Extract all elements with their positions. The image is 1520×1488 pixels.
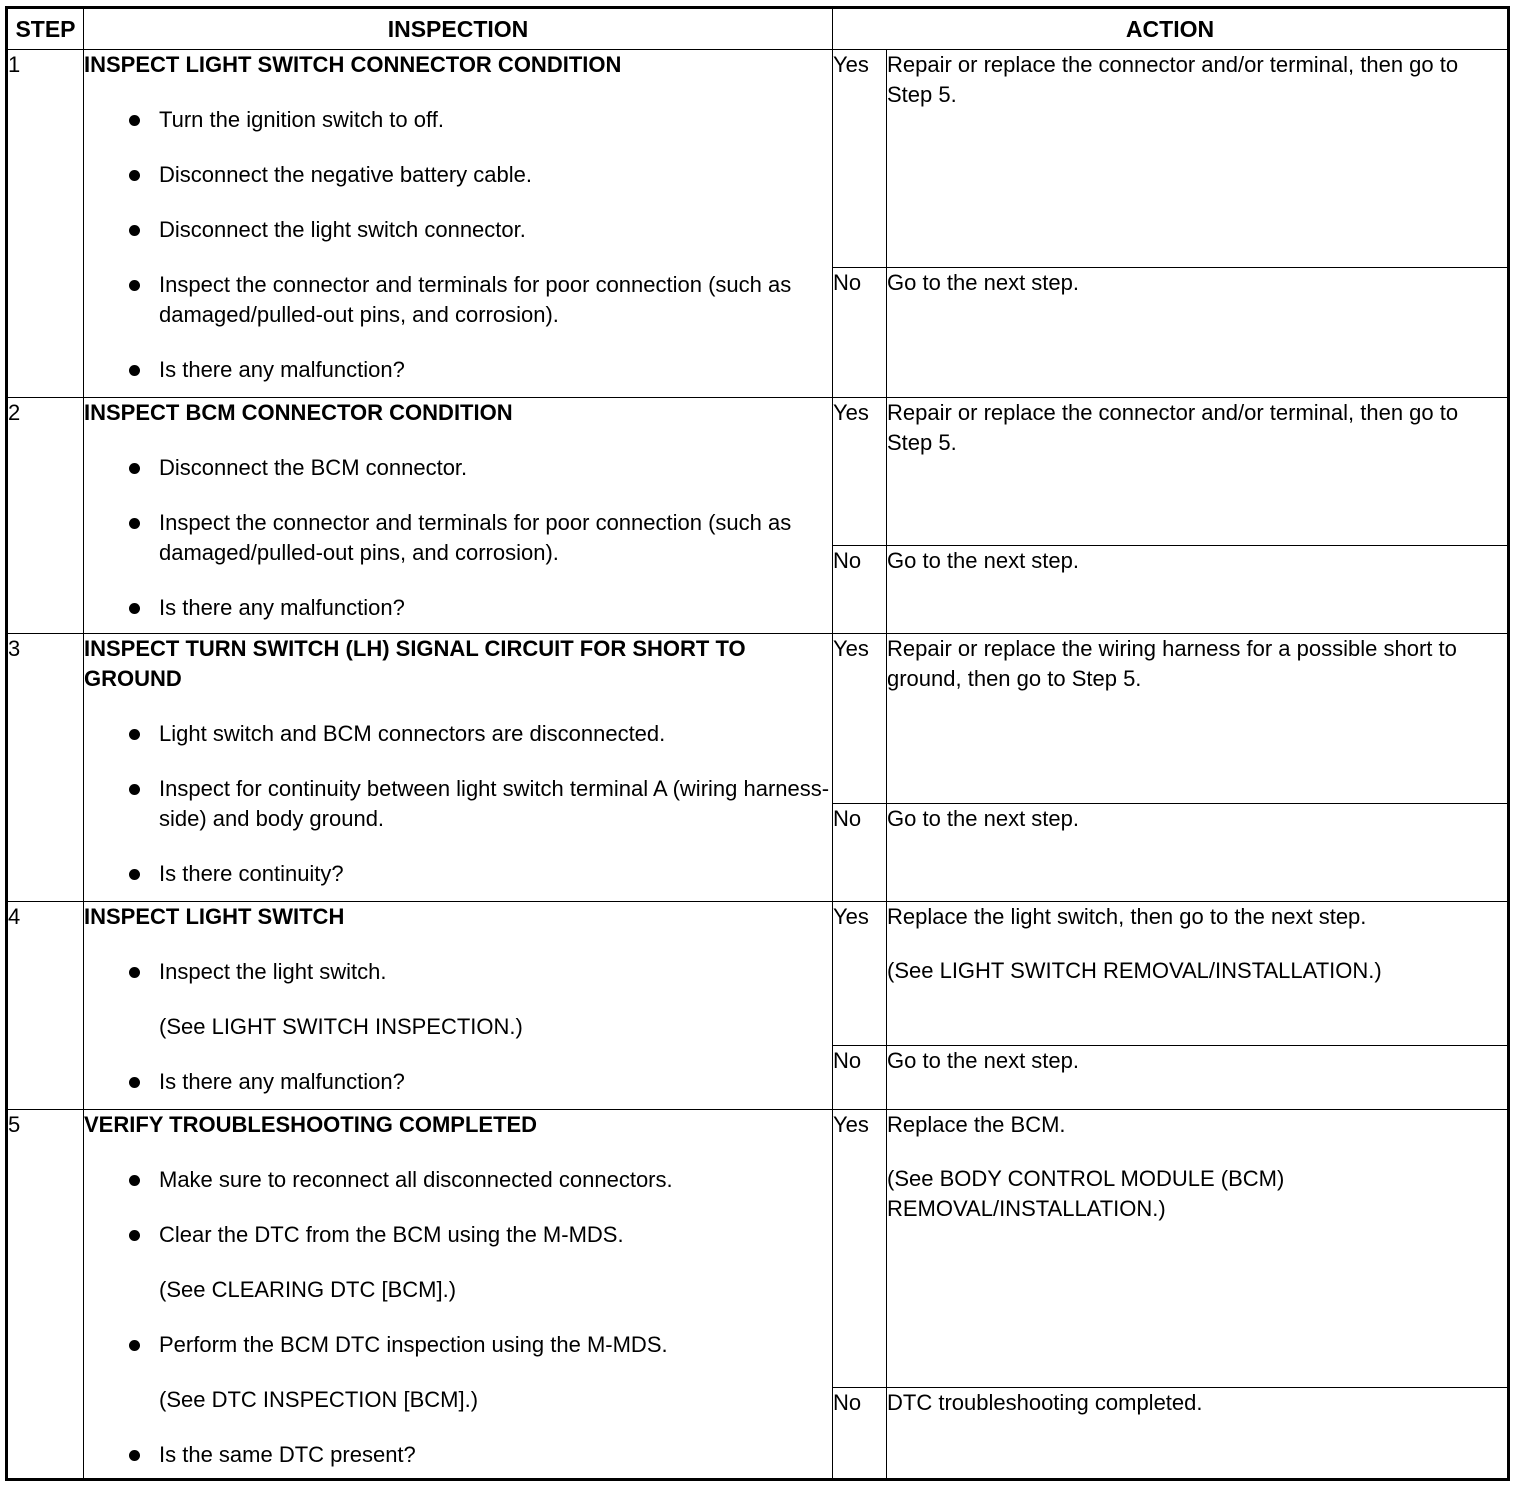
list-item: Inspect for continuity between light switch terminal A (wiring harness-side) and body ground. bbox=[84, 774, 832, 834]
list-item: Disconnect the light switch connector. bbox=[84, 215, 832, 245]
step-title: INSPECT BCM CONNECTOR CONDITION bbox=[84, 400, 513, 425]
step-title: INSPECT TURN SWITCH (LH) SIGNAL CIRCUIT FOR SHORT TO GROUND bbox=[84, 636, 746, 691]
yes-label: Yes bbox=[833, 50, 887, 268]
yes-label: Yes bbox=[833, 1110, 887, 1388]
step-inspection bbox=[84, 1110, 833, 1480]
action-text: (See LIGHT SWITCH REMOVAL/INSTALLATION.) bbox=[887, 958, 1382, 983]
list-item: Is there any malfunction? bbox=[84, 593, 832, 623]
action-text: Go to the next step. bbox=[887, 270, 1080, 295]
no-action bbox=[887, 546, 1509, 634]
no-label: No bbox=[833, 1046, 887, 1110]
step-title: INSPECT LIGHT SWITCH bbox=[84, 904, 345, 929]
inspection-list bbox=[84, 957, 832, 1097]
troubleshooting-table bbox=[5, 6, 1510, 1481]
action-text: Replace the BCM. bbox=[887, 1112, 1066, 1137]
header-step: STEP bbox=[7, 8, 84, 50]
step-inspection bbox=[84, 634, 833, 902]
yes-action bbox=[887, 50, 1509, 268]
step-number: 4 bbox=[7, 902, 84, 1110]
list-item: Inspect the connector and terminals for poor connection (such as damaged/pulled-out pins, and corrosion). bbox=[84, 270, 832, 330]
no-label: No bbox=[833, 1388, 887, 1480]
header-action: ACTION bbox=[833, 8, 1509, 50]
list-item: Is there any malfunction? bbox=[84, 355, 832, 385]
list-item: Disconnect the BCM connector. bbox=[84, 453, 832, 483]
inspection-list bbox=[84, 105, 832, 385]
action-text: DTC troubleshooting completed. bbox=[887, 1390, 1203, 1415]
step-title: VERIFY TROUBLESHOOTING COMPLETED bbox=[84, 1112, 538, 1137]
step-4-yes-row bbox=[7, 902, 1509, 1046]
action-text: Go to the next step. bbox=[887, 548, 1080, 573]
inspection-list bbox=[84, 719, 832, 889]
step-number: 2 bbox=[7, 398, 84, 634]
list-item: Light switch and BCM connectors are disconnected. bbox=[84, 719, 832, 749]
list-item: Inspect the connector and terminals for poor connection (such as damaged/pulled-out pins, and corrosion). bbox=[84, 508, 832, 568]
step-number: 5 bbox=[7, 1110, 84, 1480]
list-item: Disconnect the negative battery cable. bbox=[84, 160, 832, 190]
list-item: Is there any malfunction? bbox=[84, 1067, 832, 1097]
yes-action bbox=[887, 902, 1509, 1046]
no-action bbox=[887, 268, 1509, 398]
yes-label: Yes bbox=[833, 634, 887, 804]
inspection-list bbox=[84, 453, 832, 623]
list-item: (See CLEARING DTC [BCM].) bbox=[159, 1277, 457, 1302]
yes-label: Yes bbox=[833, 398, 887, 546]
list-item: Make sure to reconnect all disconnected connectors. bbox=[84, 1165, 832, 1195]
step-1-yes-row bbox=[7, 50, 1509, 268]
no-action bbox=[887, 804, 1509, 902]
no-action bbox=[887, 1046, 1509, 1110]
yes-action bbox=[887, 634, 1509, 804]
list-item: Clear the DTC from the BCM using the M-MDS. bbox=[84, 1220, 832, 1250]
step-inspection bbox=[84, 398, 833, 634]
action-text: Repair or replace the connector and/or terminal, then go to Step 5. bbox=[887, 52, 1459, 107]
step-number: 1 bbox=[7, 50, 84, 398]
no-label: No bbox=[833, 804, 887, 902]
step-3-yes-row bbox=[7, 634, 1509, 804]
step-inspection bbox=[84, 902, 833, 1110]
list-item: Inspect the light switch. bbox=[84, 957, 832, 987]
list-item: (See LIGHT SWITCH INSPECTION.) bbox=[159, 1014, 523, 1039]
list-item: Is the same DTC present? bbox=[84, 1440, 832, 1470]
list-item: (See DTC INSPECTION [BCM].) bbox=[159, 1387, 479, 1412]
action-text: Repair or replace the wiring harness for a possible short to ground, then go to Step 5. bbox=[887, 636, 1457, 691]
action-text: Repair or replace the connector and/or terminal, then go to Step 5. bbox=[887, 400, 1459, 455]
inspection-list bbox=[84, 1165, 832, 1470]
step-inspection bbox=[84, 50, 833, 398]
no-label: No bbox=[833, 546, 887, 634]
yes-action bbox=[887, 398, 1509, 546]
action-text: Go to the next step. bbox=[887, 806, 1080, 831]
list-item: Perform the BCM DTC inspection using the M-MDS. bbox=[84, 1330, 832, 1360]
list-item: Is there continuity? bbox=[84, 859, 832, 889]
step-number: 3 bbox=[7, 634, 84, 902]
step-title: INSPECT LIGHT SWITCH CONNECTOR CONDITION bbox=[84, 52, 622, 77]
header-inspection: INSPECTION bbox=[84, 8, 833, 50]
yes-action bbox=[887, 1110, 1509, 1388]
table-header-row bbox=[7, 8, 1509, 50]
no-label: No bbox=[833, 268, 887, 398]
action-text: Go to the next step. bbox=[887, 1048, 1080, 1073]
list-item: Turn the ignition switch to off. bbox=[84, 105, 832, 135]
action-text: (See BODY CONTROL MODULE (BCM) REMOVAL/INSTALLATION.) bbox=[887, 1166, 1285, 1221]
yes-label: Yes bbox=[833, 902, 887, 1046]
step-2-yes-row bbox=[7, 398, 1509, 546]
action-text: Replace the light switch, then go to the next step. bbox=[887, 904, 1367, 929]
no-action bbox=[887, 1388, 1509, 1480]
step-5-yes-row bbox=[7, 1110, 1509, 1388]
